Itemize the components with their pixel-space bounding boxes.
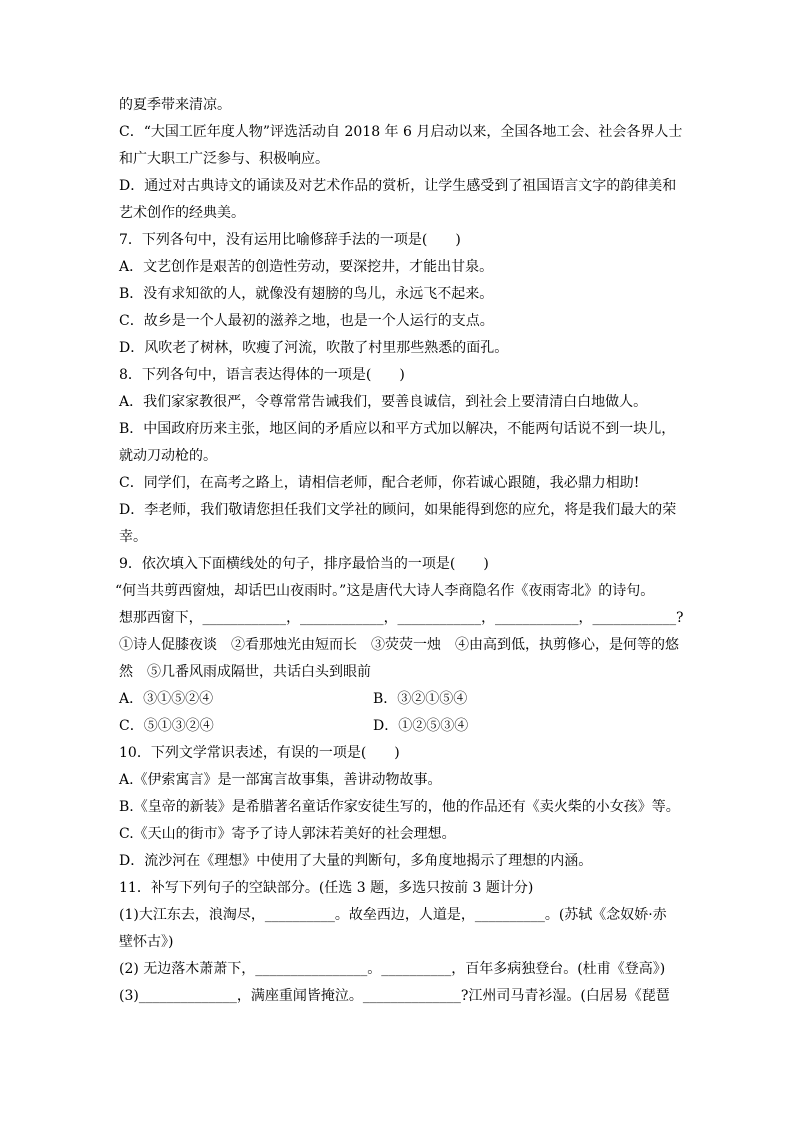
question-11-item-2: (2) 无边落木萧萧下，________________。__________，百年多病独登台。(杜甫《登高》) (119, 961, 666, 977)
question-10-option-d: D．流沙河在《理想》中使用了大量的判断句，多角度地揭示了理想的内涵。 (119, 853, 593, 869)
question-10-stem: 10．下列文学常识表述，有误的一项是( ) (119, 745, 400, 761)
question-7-option-d: D．风吹老了树林，吹瘦了河流，吹散了村里那些熟悉的面孔。 (119, 340, 509, 356)
question-11-item-3: (3)______________，满座重闻皆掩泣。______________?江州司马青衫湿。(白居易《琵琶 (119, 988, 670, 1004)
question-9-sentences: ①诗人促膝夜谈 ②看那烛光由短而长 ③荧荧一烛 ④由高到低，执剪修心，是何等的悠 (119, 637, 679, 653)
question-9-option-b: B．③②①⑤④ (373, 691, 468, 707)
question-8-option-b: B．中国政府历来主张，地区间的矛盾应以和平方式加以解决，不能两句话说不到一块儿， (119, 421, 676, 437)
question-11-item-1-cont: 壁怀古》) (119, 934, 174, 950)
text-line: 艺术创作的经典美。 (119, 205, 245, 221)
option-d-line: D．通过对古典诗文的诵读及对艺术作品的赏析，让学生感受到了祖国语言文字的韵律美和 (119, 178, 677, 194)
question-7-option-a: A．文艺创作是艰苦的创造性劳动，要深挖井，才能出甘泉。 (119, 259, 494, 275)
text-line: 和广大职工广泛参与、积极响应。 (119, 151, 329, 167)
question-10-option-c: C.《天山的街市》寄予了诗人郭沫若美好的社会理想。 (119, 826, 456, 842)
option-c-line: C．“大国工匠年度人物”评选活动自 2018 年 6 月启动以来，全国各地工会、社会各界人士 (119, 124, 683, 140)
question-8-option-d: D．李老师，我们敬请您担任我们文学社的顾问，如果能得到您的应允，将是我们最大的荣 (119, 502, 677, 518)
text-line: 的夏季带来清凉。 (119, 97, 231, 113)
question-9-option-d: D．①②⑤③④ (373, 718, 469, 734)
text-line: 幸。 (119, 529, 147, 545)
question-7-option-b: B．没有求知欲的人，就像没有翅膀的鸟儿，永远飞不起来。 (119, 286, 494, 302)
question-9-sentences: 然 ⑤几番风雨成隔世，共话白头到眼前 (119, 664, 371, 680)
question-8-stem: 8．下列各句中，语言表达得体的一项是( ) (119, 367, 405, 383)
question-7-stem: 7．下列各句中，没有运用比喻修辞手法的一项是( ) (119, 232, 461, 248)
question-9-option-a: A．③①⑤②④ (119, 691, 214, 707)
question-9-blanks: 想那西窗下，____________，____________，____________，____________，____________? (119, 610, 684, 626)
question-9-stem: 9．依次填入下面横线处的句子，排序最恰当的一项是( ) (119, 556, 489, 572)
question-9-quote: “何当共剪西窗烛，却话巴山夜雨时。”这是唐代大诗人李商隐名作《夜雨寄北》的诗句。 (115, 583, 655, 599)
question-11-stem: 11．补写下列句子的空缺部分。(任选 3 题，多选只按前 3 题计分) (119, 880, 534, 896)
question-10-option-b: B.《皇帝的新装》是希腊著名童话作家安徒生写的，他的作品还有《卖火柴的小女孩》等。 (119, 799, 680, 815)
text-line: 就动刀动枪的。 (119, 448, 217, 464)
question-10-option-a: A.《伊索寓言》是一部寓言故事集，善讲动物故事。 (119, 772, 442, 788)
question-9-option-c: C．⑤①③②④ (119, 718, 214, 734)
question-7-option-c: C．故乡是一个人最初的滋养之地，也是一个人运行的支点。 (119, 313, 494, 329)
question-11-item-1: (1)大江东去，浪淘尽，__________。故垒西边，人道是，__________。(苏轼《念奴娇·赤 (119, 907, 667, 923)
question-8-option-a: A．我们家家教很严，令尊常常告诫我们，要善良诚信，到社会上要清清白白地做人。 (119, 394, 648, 410)
question-8-option-c: C．同学们，在高考之路上，请相信老师，配合老师，你若诚心跟随，我必鼎力相助! (119, 475, 640, 491)
